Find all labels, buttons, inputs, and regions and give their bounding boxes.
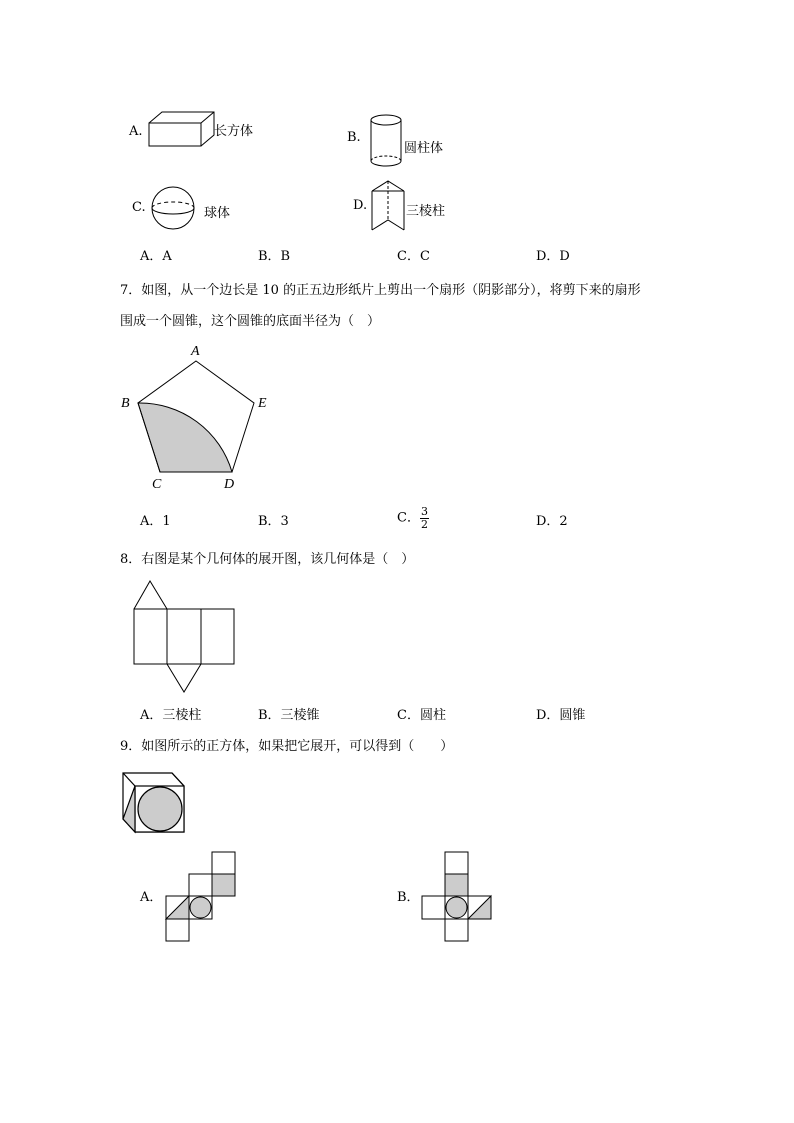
shape-b-name: 圆柱体 (404, 141, 444, 156)
sphere-figure (147, 184, 199, 234)
shape-c-name: 球体 (204, 206, 231, 221)
q7-option-b[interactable]: B．3 (258, 514, 289, 529)
q7-option-c-prefix: C． (397, 510, 420, 526)
vertex-c-label: C (152, 477, 162, 492)
q6-option-b[interactable]: B．B (258, 249, 291, 264)
pentagon-sector-figure (130, 358, 270, 478)
shape-b-letter: B. (347, 130, 361, 145)
vertex-b-label: B (121, 396, 130, 411)
q8-option-d[interactable]: D．圆锥 (536, 708, 586, 723)
q9-option-a[interactable]: A． (140, 890, 163, 905)
q7-option-d[interactable]: D．2 (536, 514, 568, 529)
vertex-a-label: A (191, 344, 200, 359)
q8-option-a[interactable]: A．三棱柱 (140, 708, 202, 723)
shape-a-name: 长方体 (214, 124, 254, 139)
vertex-e-label: E (258, 396, 267, 411)
cube-figure (120, 770, 190, 836)
net-option-a-figure (164, 850, 238, 944)
q7-stem-line1: 7．如图，从一个边长是 10 的正五边形纸片上剪出一个扇形（阴影部分），将剪下来的扇形 (120, 283, 641, 298)
q8-option-c[interactable]: C．圆柱 (397, 708, 446, 723)
fraction-three-halves (420, 506, 429, 531)
q7-option-a[interactable]: A．1 (140, 514, 171, 529)
q6-option-c[interactable]: C．C (397, 249, 430, 264)
shape-d-name: 三棱柱 (406, 204, 446, 219)
q8-stem: 8．右图是某个几何体的展开图，该几何体是（ ） (120, 552, 415, 567)
q9-option-b[interactable]: B． (397, 890, 420, 905)
cuboid-figure (146, 109, 216, 151)
triangular-prism-figure (369, 178, 409, 234)
net-option-b-figure (420, 850, 494, 944)
fraction-denominator: 2 (420, 518, 428, 531)
q7-option-c[interactable] (397, 506, 429, 531)
q8-option-b[interactable]: B．三棱锥 (258, 708, 320, 723)
prism-net-figure (130, 578, 238, 696)
shape-d-letter: D. (353, 198, 368, 213)
vertex-d-label: D (224, 477, 235, 492)
shape-c-letter: C. (132, 200, 146, 215)
q6-option-d[interactable]: D．D (536, 249, 570, 264)
cylinder-figure (368, 112, 404, 170)
q6-option-a[interactable]: A．A (140, 249, 172, 264)
fraction-numerator: 3 (420, 505, 428, 518)
q7-stem-line2: 围成一个圆锥，这个圆锥的底面半径为（ ） (120, 314, 381, 329)
shape-a-letter: A. (129, 124, 143, 139)
q9-stem: 9．如图所示的正方体，如果把它展开，可以得到（ ） (120, 739, 454, 754)
